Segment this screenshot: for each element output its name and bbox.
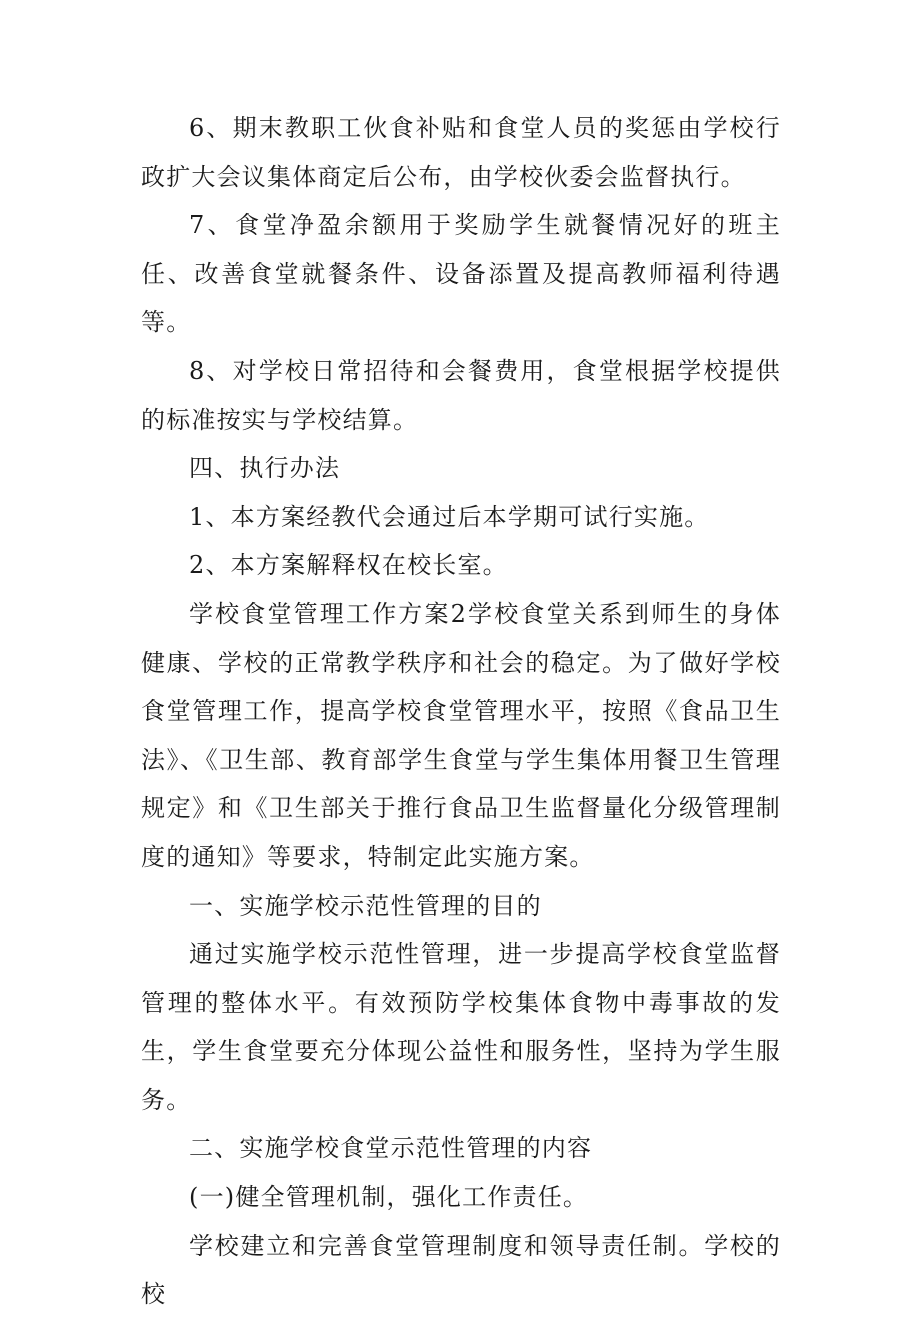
execution-item-1: 1、本方案经教代会通过后本学期可试行实施。 [189, 502, 710, 531]
subsection-heading-mechanism: (一)健全管理机制，强化工作责任。 [189, 1183, 589, 1212]
document-body [141, 104, 781, 1319]
section-heading-execution: 四、执行办法 [189, 454, 341, 483]
section-heading-purpose: 一、实施学校示范性管理的目的 [189, 891, 542, 920]
section-heading-content: 二、实施学校食堂示范性管理的内容 [189, 1134, 593, 1163]
paragraph-item-7: 7、食堂净盈余额用于奖励学生就餐情况好的班主任、改善食堂就餐条件、设备添置及提高教师福利待遇等。 [141, 211, 781, 337]
purpose-paragraph: 通过实施学校示范性管理，进一步提高学校食堂监督管理的整体水平。有效预防学校集体食物中毒事故的发生，学生食堂要充分体现公益性和服务性，坚持为学生服务。 [141, 940, 781, 1114]
paragraph-item-8: 8、对学校日常招待和会餐费用，食堂根据学校提供的标准按实与学校结算。 [141, 356, 781, 434]
execution-item-2: 2、本方案解释权在校长室。 [189, 551, 508, 580]
paragraph-item-6: 6、期末教职工伙食补贴和食堂人员的奖惩由学校行政扩大会议集体商定后公布，由学校伙委会监督执行。 [141, 114, 781, 191]
mechanism-paragraph: 学校建立和完善食堂管理制度和领导责任制。学校的校 [141, 1231, 781, 1309]
plan-2-intro-paragraph: 学校食堂管理工作方案2学校食堂关系到师生的身体健康、学校的正常教学秩序和社会的稳定。为了做好学校食堂管理工作，提高学校食堂管理水平，按照《食品卫生法》、《卫生部、教育部学生食堂与学生集体用餐卫生管理规定》和《卫生部关于推行食品卫生监督量化分级管理制度的通知》等要求，特制定此实施方案。 [141, 599, 781, 871]
